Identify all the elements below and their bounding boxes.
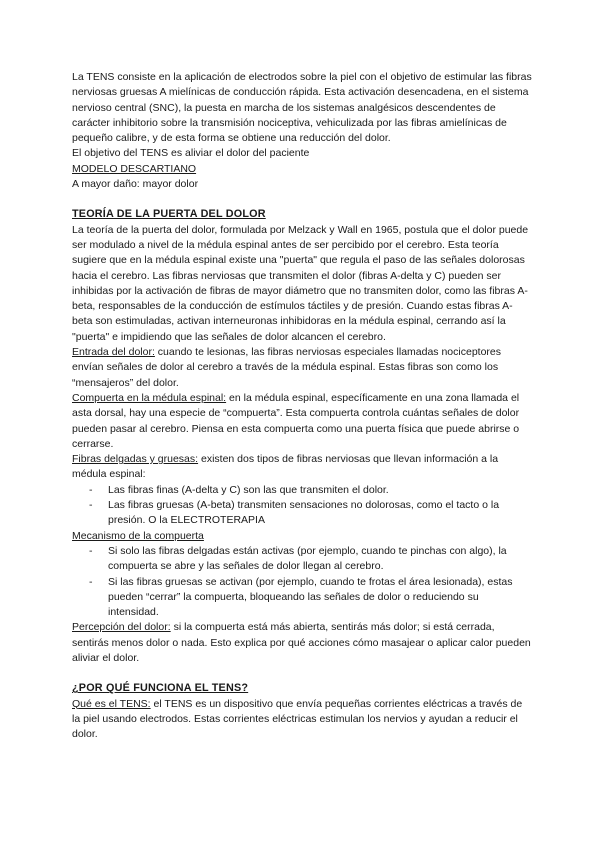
model-title: MODELO DESCARTIANO xyxy=(72,162,197,175)
objective-sentence: El objetivo del TENS es aliviar el dolor del paciente xyxy=(72,147,310,160)
intro-paragraph: La TENS consiste en la aplicación de electrodos sobre la piel con el objetivo de estimular las fibras nerviosas gruesas A mielínicas de conducción rápida. Esta activación desencadena, en el sistema nervioso central (SNC), la puesta en marcha de los sistemas analgésicos descendentes de carácter inhibitorio sobre la transmisión nociceptiva, vehiculizada por las fibras amielínicas de pequeño calibre, y de esta forma se obtiene una reducción del dolor. xyxy=(72,71,532,145)
fibras-text: existen dos tipos de fibras nerviosas que llevan información a la médula espinal: xyxy=(72,453,499,481)
que-es-paragraph xyxy=(72,697,532,743)
gate-theory-paragraph: La teoría de la puerta del dolor, formulada por Melzack y Wall en 1965, postula que el dolor puede ser modulado a nivel de la médula espinal antes de ser percibido por el cerebro. Esta teoría sugiere que en la médula espinal existe una "puerta" que regula el paso de las señales dolorosas hacia el cerebro. Las fibras nerviosas que transmiten el dolor (fibras A-delta y C) pueden ser inhibidas por la activación de fibras de mayor diámetro que no transmiten dolor, como las fibras A-beta, responsables de la conducción de estímulos táctiles y de presión. Cuando estas fibras A-beta son estimuladas, activan interneuronas inhibidoras en la médula espinal, cerrando así la "puerta" e impidiendo que las señales de dolor alcancen el cerebro. xyxy=(72,223,529,343)
fibras-paragraph xyxy=(72,452,532,483)
entrada-label: Entrada del dolor: xyxy=(72,346,155,359)
percepcion-text: si la compuerta está más abierta, sentirás más dolor; si está cerrada, sentirás menos dolor o nada. Esto explica por qué acciones cómo masajear o aplicar calor pueden aliviar el dolor. xyxy=(72,621,531,664)
percepcion-label: Percepción del dolor: xyxy=(72,621,171,634)
list-item: - Si las fibras gruesas se activan (por ejemplo, cuando te frotas el área lesionada), estas pueden “cerrar” la compuerta, bloqueando las señales de dolor o reduciendo su intensidad. xyxy=(108,575,532,621)
gate-theory-heading: TEORÍA DE LA PUERTA DEL DOLOR xyxy=(72,208,266,221)
compuerta-text: en la médula espinal, específicamente en una zona llamada el asta dorsal, hay una especie de “compuerta”. Esta compuerta controla cuántas señales de dolor pueden pasar al cerebro. Piensa en esta compuerta como una puerta física que puede abrirse o cerrarse. xyxy=(72,391,520,450)
why-tens-heading: ¿POR QUÉ FUNCIONA EL TENS? xyxy=(72,682,249,695)
list-item: - Las fibras finas (A-delta y C) son las que transmiten el dolor. xyxy=(108,483,532,498)
compuerta-label: Compuerta en la médula espinal: xyxy=(72,391,227,404)
model-text: A mayor daño: mayor dolor xyxy=(72,178,199,191)
que-es-text: el TENS es un dispositivo que envía pequeñas corrientes eléctricas a través de la piel usando electrodos. Estas corrientes eléctricas estimulan los nervios y ayudan a reducir el dolor. xyxy=(72,697,523,741)
que-es-label: Qué es el TENS: xyxy=(72,697,151,710)
entrada-text: cuando te lesionas, las fibras nerviosas especiales llamadas nociceptores envían señales de dolor al cerebro a través de la médula espinal. Estas fibras son como los “mensajeros” del dolor. xyxy=(72,346,501,389)
list-item: - Las fibras gruesas (A-beta) transmiten sensaciones no dolorosas, como el tacto o la presión. O la ELECTROTERAPIA xyxy=(108,498,532,529)
mecanismo-list xyxy=(72,544,532,620)
fibras-list xyxy=(72,483,532,529)
mecanismo-label: Mecanismo de la compuerta xyxy=(72,529,204,542)
compuerta-paragraph xyxy=(72,391,532,452)
percepcion-paragraph xyxy=(72,620,532,666)
fibras-label: Fibras delgadas y gruesas: xyxy=(72,453,199,466)
document-page xyxy=(72,70,532,742)
entrada-paragraph xyxy=(72,345,532,391)
list-item: - Si solo las fibras delgadas están activas (por ejemplo, cuando te pinchas con algo), la compuerta se abre y las señales de dolor llegan al cerebro. xyxy=(108,544,532,575)
